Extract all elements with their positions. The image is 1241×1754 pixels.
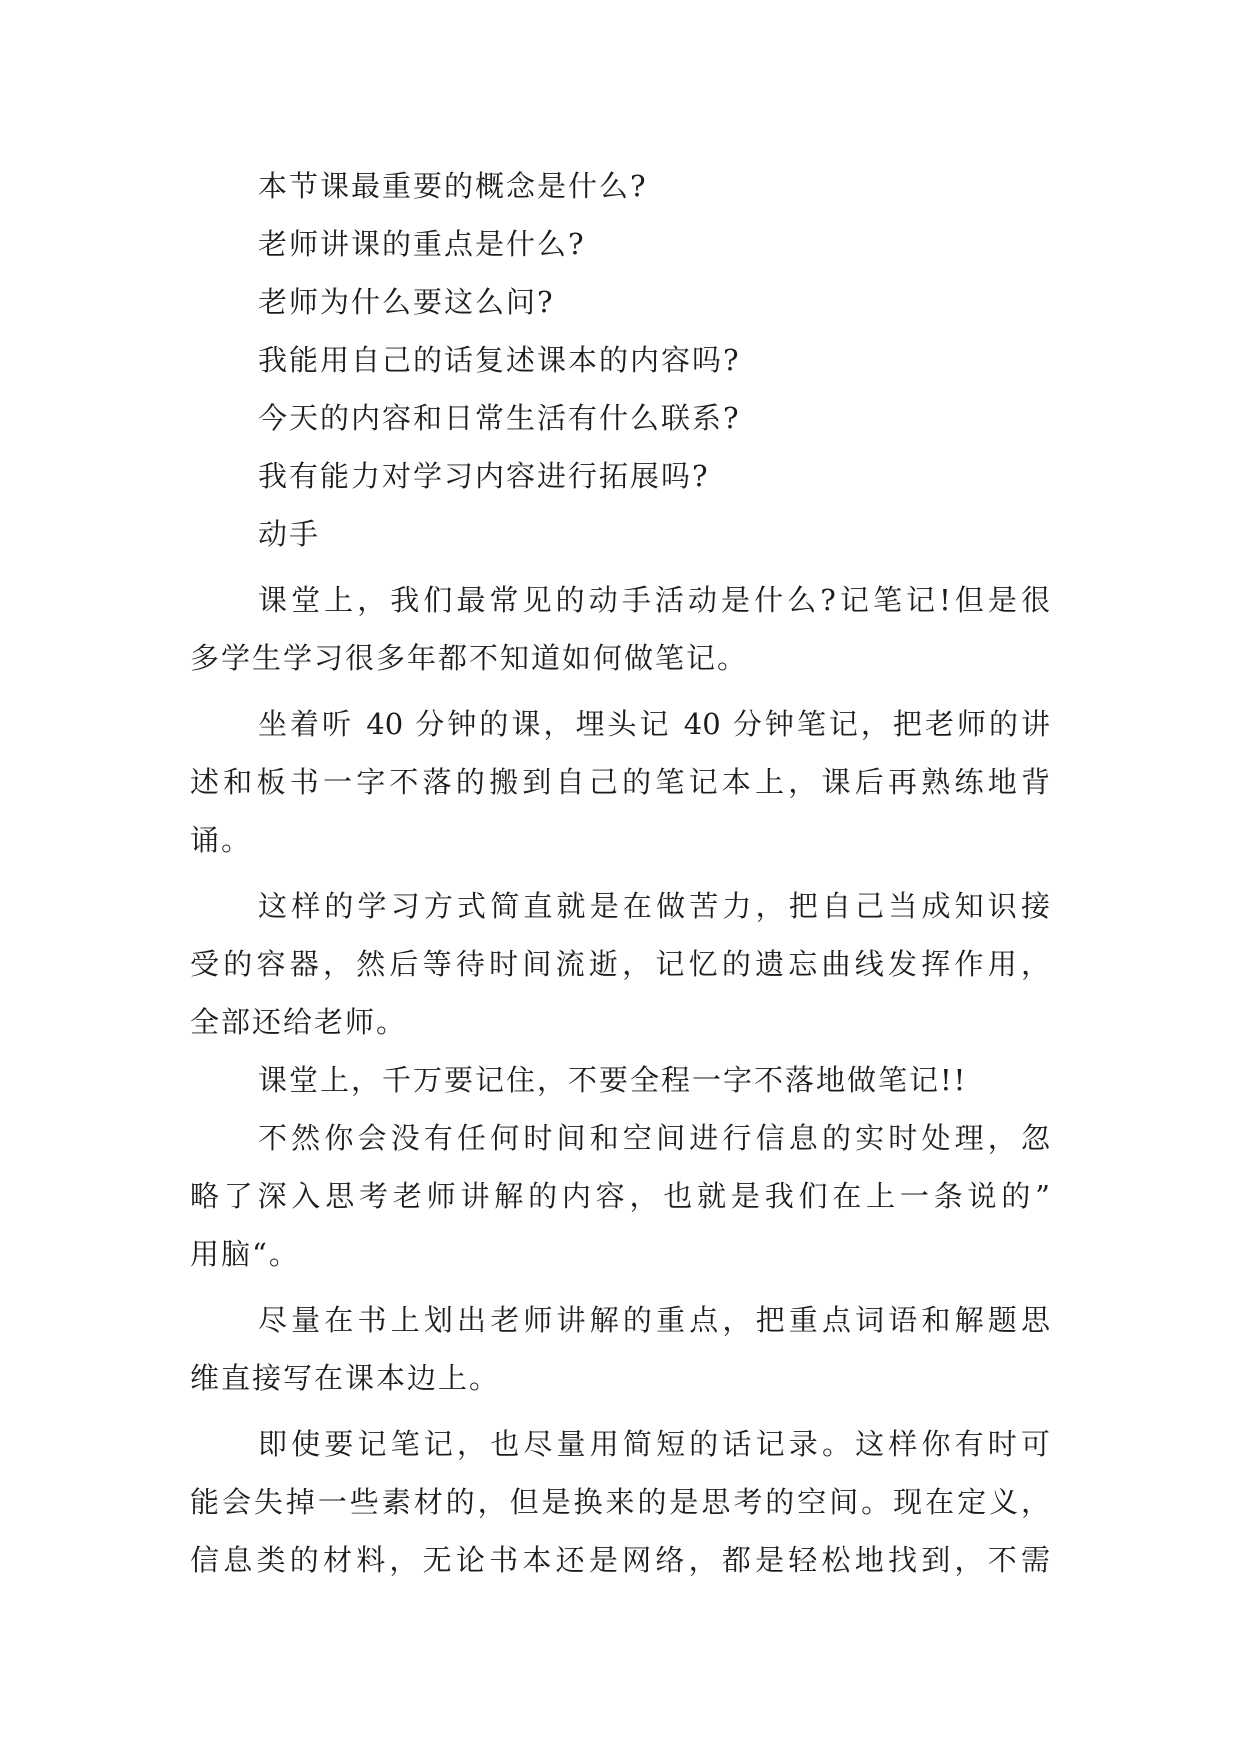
paragraph-line: 维直接写在课本边上。 [190, 1361, 501, 1395]
paragraph-line: 诵。 [190, 823, 253, 857]
paragraph-line: 课堂上，我们最常见的动手活动是什么?记笔记!但是很 [258, 583, 1050, 617]
paragraph-line: 全部还给老师。 [190, 1005, 408, 1039]
paragraph [190, 1051, 1050, 1109]
question-line: 老师为什么要这么问? [258, 285, 555, 319]
paragraph-line: 这样的学习方式简直就是在做苦力，把自己当成知识接 [258, 889, 1050, 923]
paragraph-line: 多学生学习很多年都不知道如何做笔记。 [190, 641, 749, 675]
question-line: 今天的内容和日常生活有什么联系? [258, 401, 741, 435]
paragraph [190, 571, 1050, 687]
paragraph-line: 不然你会没有任何时间和空间进行信息的实时处理，忽 [258, 1121, 1050, 1155]
paragraph [190, 1415, 1050, 1589]
paragraph-line: 信息类的材料，无论书本还是网络，都是轻松地找到，不需 [190, 1543, 1050, 1577]
paragraph-line: 述和板书一字不落的搬到自己的笔记本上，课后再熟练地背 [190, 765, 1050, 799]
paragraph [190, 1291, 1050, 1407]
paragraph [190, 877, 1050, 1051]
paragraph [190, 1109, 1050, 1283]
question-line: 我能用自己的话复述课本的内容吗? [258, 343, 741, 377]
paragraph-line: 能会失掉一些素材的，但是换来的是思考的空间。现在定义， [190, 1485, 1050, 1519]
paragraph-line: 受的容器，然后等待时间流逝，记忆的遗忘曲线发挥作用， [190, 947, 1050, 981]
paragraph-line: 即使要记笔记，也尽量用简短的话记录。这样你有时可 [258, 1427, 1050, 1461]
paragraph [190, 695, 1050, 869]
question-line: 本节课最重要的概念是什么? [258, 169, 648, 203]
paragraph-line: 坐着听 40 分钟的课，埋头记 40 分钟笔记，把老师的讲 [258, 707, 1050, 741]
paragraph-line: 尽量在书上划出老师讲解的重点，把重点词语和解题思 [258, 1303, 1050, 1337]
paragraph-line: 课堂上，千万要记住，不要全程一字不落地做笔记!! [258, 1063, 968, 1097]
question-line: 我有能力对学习内容进行拓展吗? [258, 459, 710, 493]
question-line: 老师讲课的重点是什么? [258, 227, 586, 261]
section-heading: 动手 [258, 517, 321, 551]
document-body [190, 157, 1050, 1589]
paragraph-line: 用脑“。 [190, 1237, 300, 1271]
paragraph-line: 略了深入思考老师讲解的内容，也就是我们在上一条说的” [190, 1179, 1050, 1213]
